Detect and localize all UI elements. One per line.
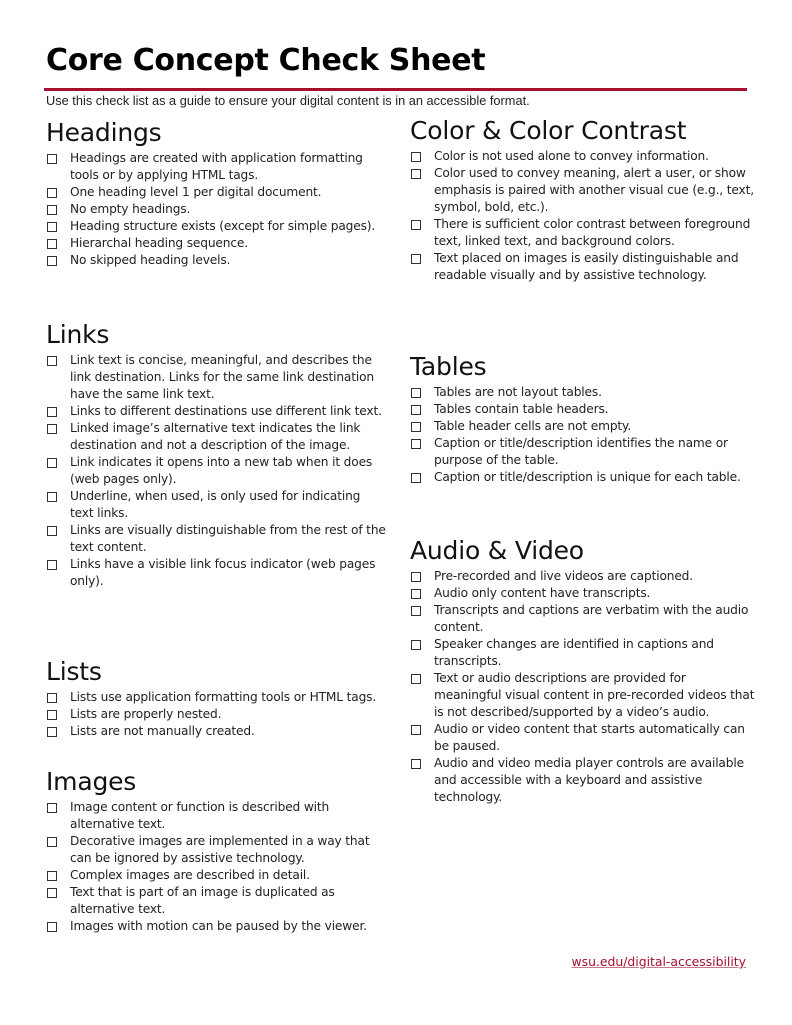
checklist-item (410, 755, 755, 806)
checklist-item-text: Hierarchal heading sequence. (70, 236, 248, 250)
checkbox-icon[interactable] (47, 222, 57, 232)
checkbox-icon[interactable] (411, 405, 421, 415)
checkbox-icon[interactable] (47, 871, 57, 881)
checklist-item (410, 384, 755, 401)
checklist-item (46, 218, 386, 235)
checkbox-icon[interactable] (411, 759, 421, 769)
checklist-item (46, 689, 386, 706)
section-lists (46, 657, 386, 740)
checkbox-icon[interactable] (411, 422, 421, 432)
checkbox-icon[interactable] (411, 640, 421, 650)
checkbox-icon[interactable] (411, 725, 421, 735)
checklist-item (410, 216, 755, 250)
checkbox-icon[interactable] (47, 560, 57, 570)
checklist-item-text: No empty headings. (70, 202, 191, 216)
checkbox-icon[interactable] (411, 606, 421, 616)
checkbox-icon[interactable] (411, 572, 421, 582)
checkbox-icon[interactable] (411, 152, 421, 162)
checklist-images (46, 799, 386, 935)
checkbox-icon[interactable] (47, 837, 57, 847)
checklist-item-text: Text that is part of an image is duplicated as alternative text. (70, 885, 335, 916)
checklist-item (46, 884, 386, 918)
checklist-item (410, 469, 755, 486)
title-divider (44, 88, 747, 91)
checklist-item (410, 165, 755, 216)
checklist-item (46, 454, 386, 488)
checklist-item (410, 435, 755, 469)
checklist-item (410, 418, 755, 435)
checklist-item-text: Text or audio descriptions are provided for meaningful visual content in pre-recorded videos that is not described/supported by a video’s audio. (434, 671, 755, 719)
checklist-item (46, 201, 386, 218)
checklist-headings (46, 150, 386, 269)
section-heading-headings: Headings (46, 118, 162, 147)
checklist-item-text: Tables are not layout tables. (434, 385, 602, 399)
checklist-item-text: Links to different destinations use different link text. (70, 404, 382, 418)
page-title: Core Concept Check Sheet (46, 43, 486, 78)
checklist-tables (410, 384, 755, 486)
checklist-item-text: Link text is concise, meaningful, and describes the link destination. Links for the same link destination have the same link text. (70, 353, 374, 401)
checkbox-icon[interactable] (47, 922, 57, 932)
section-links (46, 320, 386, 590)
checkbox-icon[interactable] (47, 154, 57, 164)
checkbox-icon[interactable] (411, 220, 421, 230)
checklist-item (410, 401, 755, 418)
section-color-contrast (410, 116, 755, 284)
section-tables (410, 352, 755, 486)
section-heading-tables: Tables (410, 352, 487, 381)
checklist-item-text: Links have a visible link focus indicator (web pages only). (70, 557, 376, 588)
checklist-color-contrast (410, 148, 755, 284)
footer-link-digital-accessibility[interactable]: wsu.edu/digital-accessibility (571, 954, 746, 969)
checkbox-icon[interactable] (411, 169, 421, 179)
checklist-item-text: Table header cells are not empty. (434, 419, 632, 433)
checklist-item (46, 723, 386, 740)
checklist-item-text: Lists use application formatting tools or HTML tags. (70, 690, 377, 704)
checklist-item (46, 235, 386, 252)
checkbox-icon[interactable] (47, 803, 57, 813)
checklist-item-text: Underline, when used, is only used for indicating text links. (70, 489, 361, 520)
checklist-item-text: Image content or function is described with alternative text. (70, 800, 330, 831)
checkbox-icon[interactable] (47, 492, 57, 502)
checklist-item (46, 403, 386, 420)
checkbox-icon[interactable] (411, 439, 421, 449)
checklist-item-text: Color used to convey meaning, alert a user, or show emphasis is paired with another visual cue (e.g., text, symbol, bold, etc.). (434, 166, 754, 214)
checkbox-icon[interactable] (47, 693, 57, 703)
checkbox-icon[interactable] (47, 727, 57, 737)
checklist-item (410, 568, 755, 585)
checkbox-icon[interactable] (411, 589, 421, 599)
section-audio-video (410, 536, 755, 806)
checklist-item-text: Lists are properly nested. (70, 707, 222, 721)
checklist-item-text: Audio only content have transcripts. (434, 586, 651, 600)
checklist-item-text: Decorative images are implemented in a way that can be ignored by assistive technology. (70, 834, 370, 865)
checklist-item-text: Speaker changes are identified in captions and transcripts. (434, 637, 714, 668)
checklist-item-text: Linked image’s alternative text indicates the link destination and not a description of the image. (70, 421, 361, 452)
checklist-item-text: Images with motion can be paused by the viewer. (70, 919, 367, 933)
section-heading-images: Images (46, 767, 137, 796)
checklist-item-text: Text placed on images is easily distinguishable and readable visually and by assistive technology. (434, 251, 739, 282)
checklist-item-text: Heading structure exists (except for simple pages). (70, 219, 376, 233)
checklist-item (46, 867, 386, 884)
checklist-item-text: Lists are not manually created. (70, 724, 255, 738)
checklist-item (410, 636, 755, 670)
checklist-item-text: Pre-recorded and live videos are captioned. (434, 569, 693, 583)
checklist-item-text: Caption or title/description identifies the name or purpose of the table. (434, 436, 728, 467)
checkbox-icon[interactable] (47, 458, 57, 468)
section-heading-lists: Lists (46, 657, 102, 686)
checkbox-icon[interactable] (411, 674, 421, 684)
checklist-item (410, 250, 755, 284)
checklist-item-text: Transcripts and captions are verbatim with the audio content. (434, 603, 749, 634)
checklist-item-text: Color is not used alone to convey information. (434, 149, 709, 163)
checkbox-icon[interactable] (47, 888, 57, 898)
checklist-item (46, 799, 386, 833)
section-heading-links: Links (46, 320, 110, 349)
checkbox-icon[interactable] (411, 473, 421, 483)
checklist-item (46, 918, 386, 935)
checklist-item-text: Caption or title/description is unique for each table. (434, 470, 741, 484)
checklist-item-text: Audio and video media player controls are available and accessible with a keyboard and assistive technology. (434, 756, 744, 804)
section-headings (46, 118, 386, 269)
checklist-item (410, 721, 755, 755)
checklist-item (410, 585, 755, 602)
checkbox-icon[interactable] (47, 205, 57, 215)
checkbox-icon[interactable] (47, 256, 57, 266)
checklist-lists (46, 689, 386, 740)
checklist-item-text: Tables contain table headers. (434, 402, 609, 416)
checkbox-icon[interactable] (47, 239, 57, 249)
section-heading-audio-video: Audio & Video (410, 536, 584, 565)
checklist-item (410, 670, 755, 721)
checklist-item (46, 352, 386, 403)
section-heading-color-contrast: Color & Color Contrast (410, 116, 687, 145)
checkbox-icon[interactable] (47, 188, 57, 198)
checklist-item (410, 148, 755, 165)
checklist-item (46, 833, 386, 867)
checklist-item (46, 150, 386, 184)
checklist-item (410, 602, 755, 636)
section-images (46, 767, 386, 935)
checklist-item-text: No skipped heading levels. (70, 253, 231, 267)
checklist-item (46, 706, 386, 723)
checklist-item-text: One heading level 1 per digital document. (70, 185, 322, 199)
checklist-item-text: Headings are created with application formatting tools or by applying HTML tags. (70, 151, 363, 182)
checklist-links (46, 352, 386, 590)
checkbox-icon[interactable] (411, 254, 421, 264)
checkbox-icon[interactable] (47, 407, 57, 417)
checkbox-icon[interactable] (47, 710, 57, 720)
checklist-item-text: Link indicates it opens into a new tab when it does (web pages only). (70, 455, 373, 486)
checklist-item-text: Complex images are described in detail. (70, 868, 310, 882)
checklist-item-text: Links are visually distinguishable from the rest of the text content. (70, 523, 386, 554)
checkbox-icon[interactable] (47, 526, 57, 536)
checklist-audio-video (410, 568, 755, 806)
checkbox-icon[interactable] (411, 388, 421, 398)
checkbox-icon[interactable] (47, 424, 57, 434)
checklist-item (46, 252, 386, 269)
checklist-item (46, 420, 386, 454)
checklist-item (46, 556, 386, 590)
checkbox-icon[interactable] (47, 356, 57, 366)
page-subtitle: Use this check list as a guide to ensure your digital content is in an accessible format. (46, 93, 530, 108)
checklist-item (46, 522, 386, 556)
checklist-item-text: Audio or video content that starts automatically can be paused. (434, 722, 745, 753)
checklist-item-text: There is sufficient color contrast between foreground text, linked text, and background colors. (434, 217, 751, 248)
checklist-item (46, 184, 386, 201)
checklist-item (46, 488, 386, 522)
